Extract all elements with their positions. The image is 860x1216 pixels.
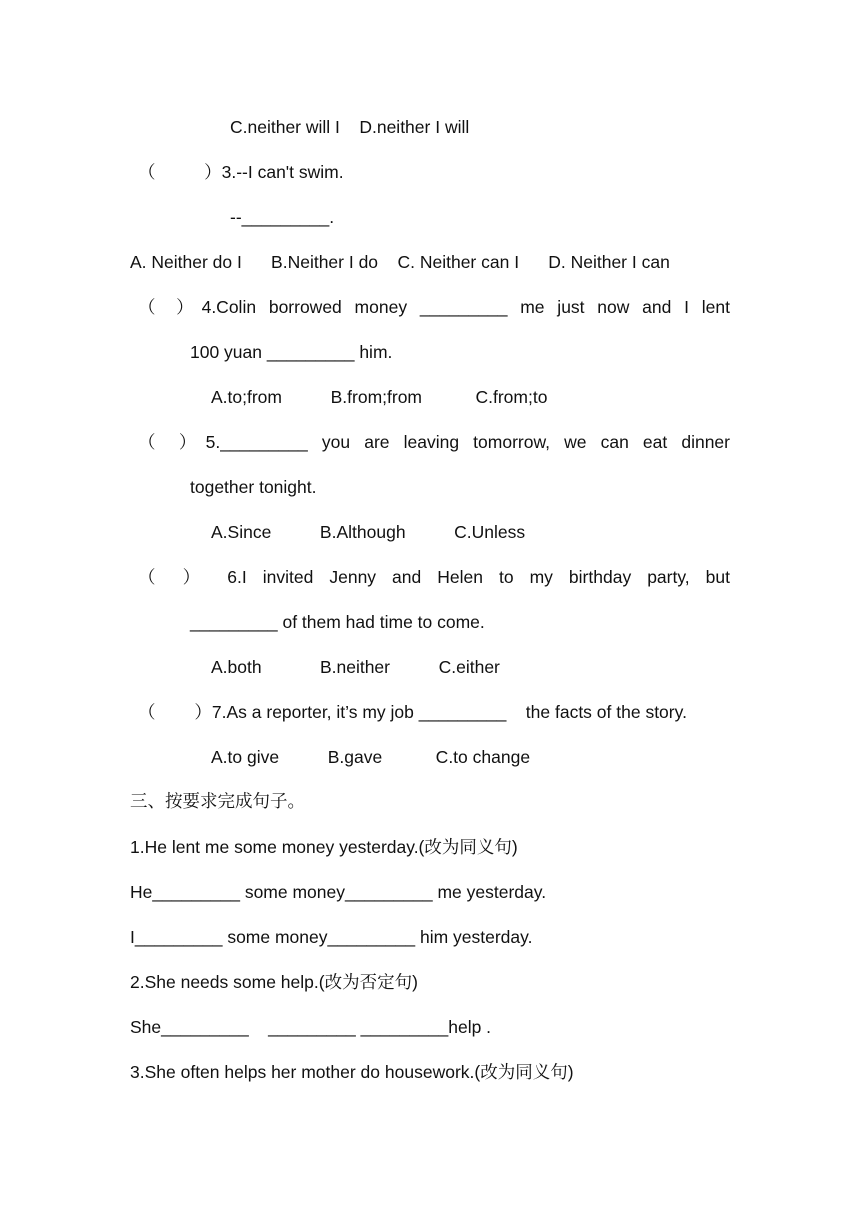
q4-options: A.to;from B.from;from C.from;to xyxy=(211,387,548,407)
q6-options: A.both B.neither C.either xyxy=(211,657,500,677)
q4-question-cont: 100 yuan _________ him. xyxy=(190,342,393,362)
task2-line1: She_________ _________ _________help . xyxy=(130,1017,492,1037)
q5-question: （ ）5._________ you are leaving tomorrow, we can eat dinner xyxy=(138,432,730,452)
task2-instruction: 2.She needs some help.(改为否定句) xyxy=(130,972,418,992)
q4-question: （ ）4.Colin borrowed money _________ me just now and I lent xyxy=(138,297,730,317)
section-three-heading: 三、按要求完成句子。 xyxy=(130,792,305,812)
q6-question: （ ） 6.I invited Jenny and Helen to my birthday party, but xyxy=(138,567,730,587)
task1-line1: He_________ some money_________ me yesterday. xyxy=(130,882,547,902)
task3-instruction: 3.She often helps her mother do housework.(改为同义句) xyxy=(130,1062,574,1082)
q3-options: A. Neither do I B.Neither I do C. Neither can I D. Neither I can xyxy=(130,252,670,272)
q2-options-cd: C.neither will I D.neither I will xyxy=(230,117,470,137)
q5-options: A.Since B.Although C.Unless xyxy=(211,522,526,542)
q7-options: A.to give B.gave C.to change xyxy=(211,747,531,767)
task1-instruction: 1.He lent me some money yesterday.(改为同义句) xyxy=(130,837,518,857)
task1-line2: I_________ some money_________ him yesterday. xyxy=(130,927,533,947)
q7-question: （ ）7.As a reporter, it’s my job _________ the facts of the story. xyxy=(138,702,687,722)
q6-question-cont: _________ of them had time to come. xyxy=(190,612,485,632)
q5-question-cont: together tonight. xyxy=(190,477,317,497)
q3-question: （ ）3.--I can't swim. xyxy=(138,162,344,182)
q3-answer-blank: --_________. xyxy=(230,207,335,227)
